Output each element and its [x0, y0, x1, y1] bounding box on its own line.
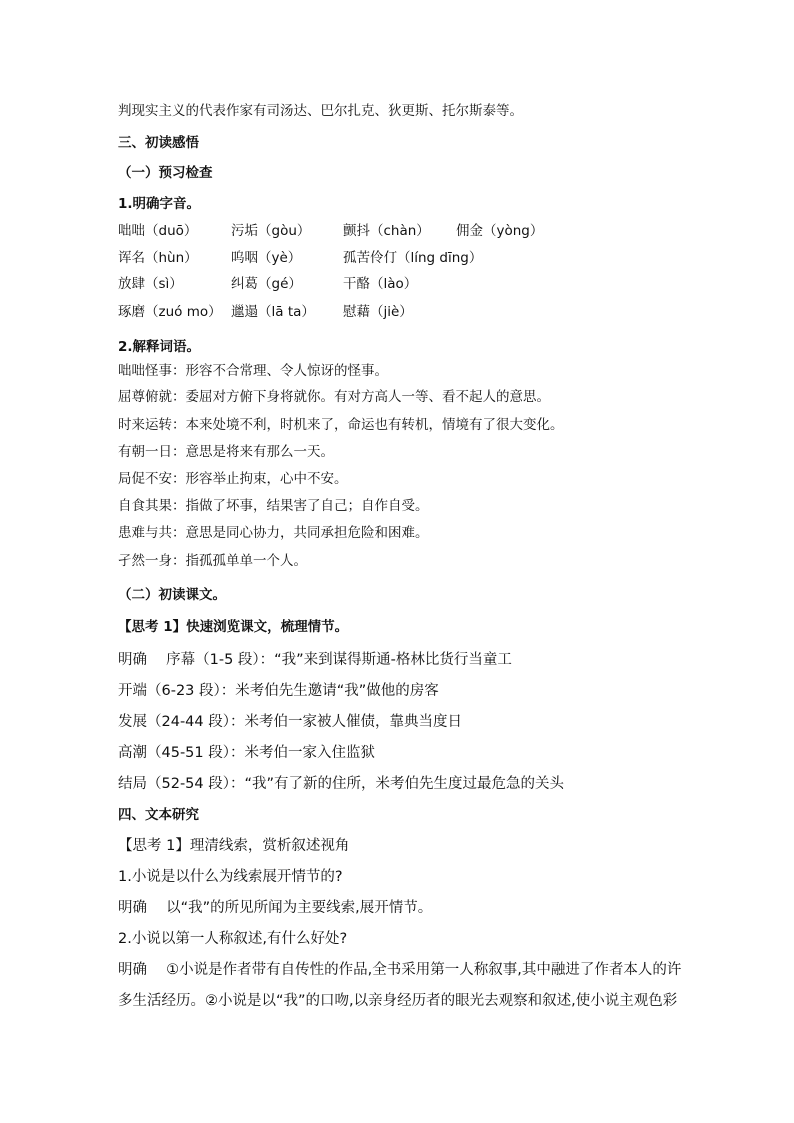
subsection-heading-first-read-text: （二）初读课文。: [118, 587, 226, 603]
plot-step-climax: 高潮（45-51 段）：米考伯一家入住监狱: [118, 745, 375, 761]
pronunciation-item: 污垢（gòu）: [231, 223, 311, 239]
question-text: 2.小说以第一人称叙述,有什么好处?: [118, 931, 348, 947]
item-heading-pronunciation: 1.明确字音。: [118, 196, 201, 212]
section-heading-first-reading: 三、初读感悟: [118, 135, 199, 151]
pronunciation-item: 诨名（hùn）: [118, 250, 198, 266]
vocabulary-definition: 局促不安：形容举止拘束，心中不安。: [118, 471, 348, 487]
pronunciation-item: 慰藉（jiè）: [343, 304, 413, 320]
pronunciation-item: 邋遢（lā ta）: [231, 304, 315, 320]
question-heading-clue: 【思考 1】理清线索，赏析叙述视角: [118, 838, 350, 854]
answer-text-continued: 多生活经历。②小说是以“我”的口吻,以亲身经历者的眼光去观察和叙述,使小说主观色彩: [118, 993, 678, 1009]
section-heading-text-study: 四、文本研究: [118, 807, 199, 823]
pronunciation-item: 放肆（sì）: [118, 276, 183, 292]
question-text: 1.小说是以什么为线索展开情节的?: [118, 869, 343, 885]
vocabulary-definition: 有朝一日：意思是将来有那么一天。: [118, 444, 334, 460]
pronunciation-item: 孤苦伶仃（líng dīng）: [343, 250, 483, 266]
plot-step-beginning: 开端（6-23 段）：米考伯先生邀请“我”做他的房客: [118, 683, 439, 699]
pronunciation-item: 干酪（lào）: [343, 276, 418, 292]
subsection-heading-preview-check: （一）预习检查: [118, 165, 213, 181]
pronunciation-item: 咄咄（duō）: [118, 223, 198, 239]
pronunciation-item: 颤抖（chàn）: [343, 223, 430, 239]
question-heading-plot: 【思考 1】快速浏览课文，梳理情节。: [118, 619, 349, 635]
pronunciation-item: 纠葛（gé）: [231, 276, 302, 292]
answer-text: 明确 ①小说是作者带有自传性的作品,全书采用第一人称叙事,其中融进了作者本人的许: [118, 962, 682, 978]
plot-step-ending: 结局（52-54 段）：“我”有了新的住所，米考伯先生度过最危急的关头: [118, 776, 565, 792]
vocabulary-definition: 时来运转：本来处境不利，时机来了，命运也有转机，情境有了很大变化。: [118, 417, 564, 433]
plot-step-development: 发展（24-44 段）：米考伯一家被人催债，靠典当度日: [118, 714, 462, 730]
pronunciation-item: 呜咽（yè）: [231, 250, 302, 266]
paragraph-realism-authors: 判现实主义的代表作家有司汤达、巴尔扎克、狄更斯、托尔斯泰等。: [118, 103, 523, 119]
vocabulary-definition: 咄咄怪事：形容不合常理、令人惊讶的怪事。: [118, 363, 388, 379]
vocabulary-definition: 屈尊俯就：委屈对方俯下身将就你。有对方高人一等、看不起人的意思。: [118, 389, 550, 405]
vocabulary-definition: 自食其果：指做了坏事，结果害了自己；自作自受。: [118, 498, 429, 514]
pronunciation-item: 佣金（yòng）: [456, 223, 544, 239]
vocabulary-definition: 患难与共：意思是同心协力，共同承担危险和困难。: [118, 525, 429, 541]
plot-step-prologue: 明确 序幕（1-5 段）：“我”来到谋得斯通-格林比货行当童工: [118, 652, 512, 668]
item-heading-vocabulary: 2.解释词语。: [118, 339, 201, 355]
vocabulary-definition: 孑然一身：指孤孤单单一个人。: [118, 553, 307, 569]
pronunciation-item: 琢磨（zuó mo）: [118, 304, 222, 320]
answer-text: 明确 以“我”的所见所闻为主要线索,展开情节。: [118, 900, 433, 916]
